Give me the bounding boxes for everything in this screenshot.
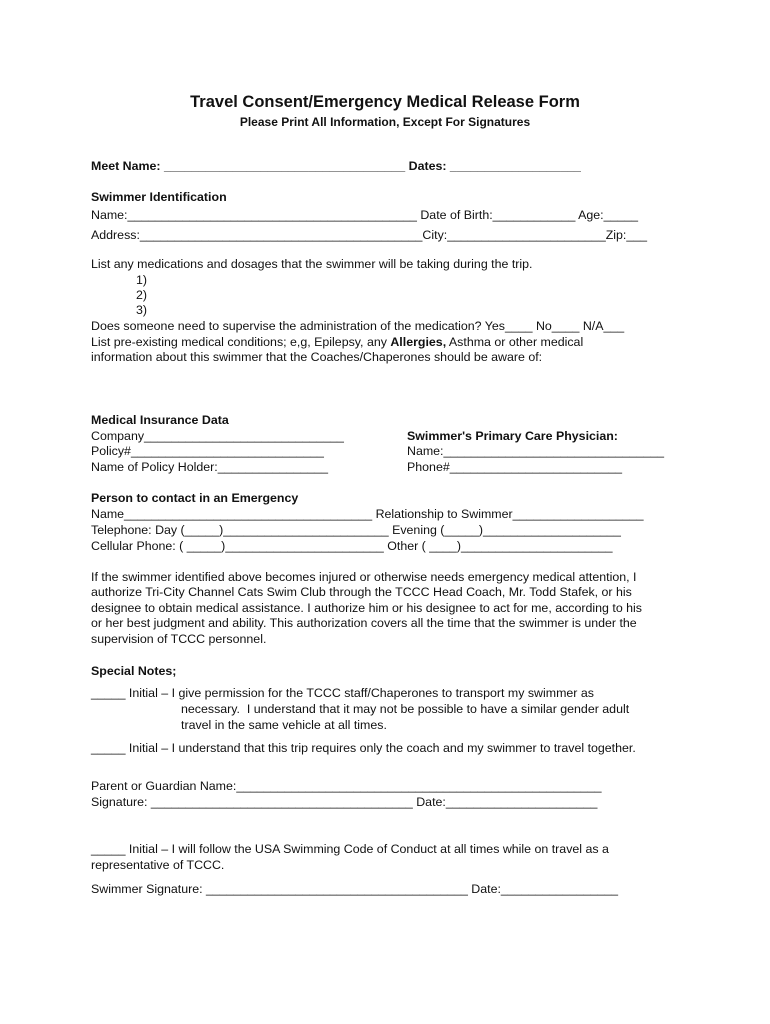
allergies-emphasis: Allergies, [390, 335, 447, 349]
conduct-initial-line2: representative of TCCC. [91, 858, 225, 872]
swimmer-address-line[interactable]: Address:_________________________________________City:_______________________Zip:___ [91, 228, 648, 242]
medication-item-3[interactable]: 3) [136, 303, 148, 317]
conditions-text-pre: List pre-existing medical conditions; e,g, Epilepsy, any [91, 335, 391, 349]
form-title: Travel Consent/Emergency Medical Release Form [190, 93, 580, 111]
authorization-line-3: designee to obtain medical assistance. I authorize him or his designee to act for me, according to his [91, 601, 642, 615]
emergency-cellular-line[interactable]: Cellular Phone: ( _____)_______________________ Other ( ____)______________________ [91, 539, 613, 553]
physician-name-line[interactable]: Name:________________________________ [407, 444, 665, 458]
swimmer-signature-line[interactable]: Swimmer Signature: ______________________________________ Date:_________________ [91, 882, 619, 896]
meet-name-dates-line[interactable]: Meet Name: ___________________________________ Dates: ___________________ [91, 159, 581, 173]
conditions-prompt-line1 [91, 335, 583, 350]
emergency-name-relationship-line[interactable]: Name____________________________________ Relationship to Swimmer___________________ [91, 507, 644, 521]
initial-transport-line2: necessary. I understand that it may not be possible to have a similar gender adult [181, 702, 630, 716]
insurance-heading: Medical Insurance Data [91, 413, 229, 427]
authorization-line-5: supervision of TCCC personnel. [91, 632, 267, 646]
emergency-telephone-line[interactable]: Telephone: Day (_____)________________________ Evening (_____)____________________ [91, 523, 621, 537]
authorization-line-1: If the swimmer identified above becomes injured or otherwise needs emergency medical attention, I [91, 570, 637, 584]
initial-travel-together-line[interactable]: _____ Initial – I understand that this trip requires only the coach and my swimmer to travel together. [91, 741, 636, 755]
guardian-name-line[interactable]: Parent or Guardian Name:_____________________________________________________ [91, 779, 602, 793]
emergency-contact-heading: Person to contact in an Emergency [91, 491, 299, 505]
medications-prompt: List any medications and dosages that the swimmer will be taking during the trip. [91, 257, 533, 271]
supervise-medication-question[interactable]: Does someone need to supervise the administration of the medication? Yes____ No____ N/A___ [91, 319, 625, 333]
insurance-policy-line[interactable]: Policy#____________________________ [91, 444, 324, 458]
authorization-line-2: authorize Tri-City Channel Cats Swim Club through the TCCC Head Coach, Mr. Todd Stafek, or his [91, 585, 632, 599]
conditions-text-post: Asthma or other medical [446, 335, 584, 349]
physician-phone-line[interactable]: Phone#_________________________ [407, 460, 622, 474]
authorization-line-4: or her best judgment and ability. This authorization covers all the time that the swimmer is under the [91, 616, 637, 630]
medication-item-2[interactable]: 2) [136, 288, 148, 302]
initial-transport-line3: travel in the same vehicle at all times. [181, 718, 387, 732]
conduct-initial-line1[interactable]: _____ Initial – I will follow the USA Swimming Code of Conduct at all times while on travel as a [91, 842, 609, 856]
medication-item-1[interactable]: 1) [136, 273, 148, 287]
conditions-prompt-line2: information about this swimmer that the Coaches/Chaperones should be aware of: [91, 350, 543, 364]
insurance-company-line[interactable]: Company_____________________________ [91, 429, 344, 443]
form-subtitle: Please Print All Information, Except For Signatures [239, 115, 531, 129]
swimmer-name-dob-age-line[interactable]: Name:__________________________________________ Date of Birth:____________ Age:_____ [91, 208, 639, 222]
physician-heading: Swimmer's Primary Care Physician: [407, 429, 618, 443]
special-notes-heading: Special Notes; [91, 664, 177, 678]
swimmer-identification-heading: Swimmer Identification [91, 190, 227, 204]
insurance-holder-line[interactable]: Name of Policy Holder:________________ [91, 460, 328, 474]
initial-transport-line1[interactable]: _____ Initial – I give permission for the TCCC staff/Chaperones to transport my swimmer as [91, 686, 594, 700]
guardian-signature-line[interactable]: Signature: ______________________________________ Date:______________________ [91, 795, 598, 809]
